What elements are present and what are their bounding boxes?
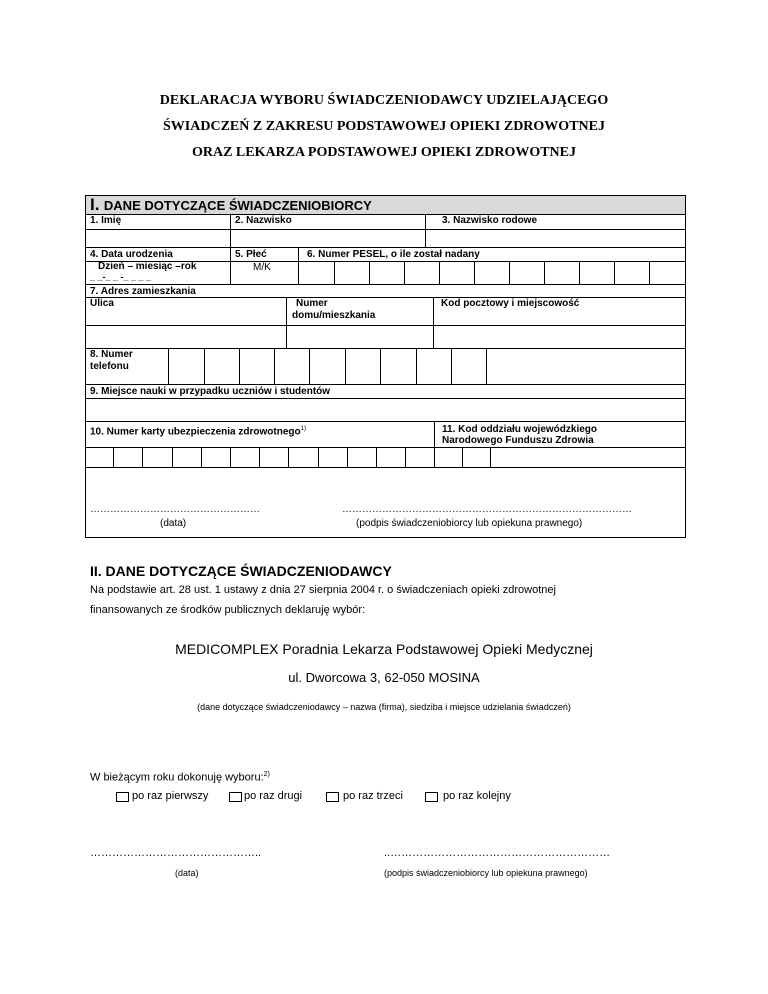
option-first-checkbox[interactable]	[116, 792, 129, 802]
footnote-2-marker: 2)	[263, 771, 270, 778]
sex-format: M/K	[253, 262, 271, 273]
family-name-label: 3. Nazwisko rodowe	[442, 215, 538, 226]
address-label: 7. Adres zamieszkania	[90, 286, 196, 297]
nfz-branch-label-line-1: 11. Kod oddziału wojewódzkiego	[442, 424, 598, 435]
option-second-checkbox[interactable]	[229, 792, 242, 802]
legal-basis-line-1: Na podstawie art. 28 ust. 1 ustawy z dnia 27 sierpnia 2004 r. o świadczeniach opieki zdrowotnej	[90, 584, 556, 596]
phone-label-line-2: telefonu	[90, 361, 129, 372]
form-title-line-2: ŚWIADCZEŃ Z ZAKRESU PODSTAWOWEJ OPIEKI ZDROWOTNEJ	[163, 119, 605, 134]
option-first-label: po raz pierwszy	[132, 790, 209, 802]
date-caption: (data)	[160, 518, 187, 529]
option-next-checkbox[interactable]	[425, 792, 438, 802]
street-label: Ulica	[90, 298, 114, 309]
sex-label: 5. Płeć	[235, 249, 267, 260]
date-line-2: ………………………………………..	[90, 847, 262, 859]
choice-intro-text: W bieżącym roku dokonuję wyboru:	[90, 771, 264, 784]
house-number-label-line-2: domu/mieszkania	[292, 310, 376, 321]
signature-caption: (podpis świadczeniobiorcy lub opiekuna prawnego)	[356, 518, 583, 529]
form-title-line-3: ORAZ LEKARZA PODSTAWOWEJ OPIEKI ZDROWOTNEJ	[191, 145, 577, 160]
option-third-checkbox[interactable]	[326, 792, 339, 802]
option-second-label: po raz drugi	[244, 790, 303, 802]
signature-line-2: ..……………………………………………………	[384, 847, 611, 859]
birth-date-format: Dzień – miesiąc –rok	[98, 261, 197, 272]
insurance-card-label-text: 10. Numer karty ubezpieczenia zdrowotnego	[90, 426, 301, 438]
legal-basis-line-2: finansowanych ze środków publicznych deklaruję wybór:	[90, 604, 366, 616]
provider-note: (dane dotyczące świadczeniodawcy – nazwa (firma), siedziba i miejsce udzielania świadczeń)	[197, 702, 571, 712]
postal-code-city-label: Kod pocztowy i miejscowość	[441, 298, 580, 309]
option-next-label: po raz kolejny	[443, 790, 511, 802]
choice-intro	[90, 771, 270, 784]
section-2-title: II. DANE DOTYCZĄCE ŚWIADCZENIODAWCY	[90, 563, 392, 579]
last-name-label: 2. Nazwisko	[235, 215, 292, 226]
signature-line: ……………………………………………………………………………	[342, 504, 632, 515]
section-1-roman: I.	[90, 195, 100, 214]
phone-label-line-1: 8. Numer	[90, 349, 133, 360]
signature-caption-2: (podpis świadczeniobiorcy lub opiekuna prawnego)	[384, 868, 588, 878]
section-1-title: DANE DOTYCZĄCE ŚWIADCZENIOBIORCY	[103, 198, 372, 213]
insurance-card-label	[90, 424, 306, 437]
form-title-line-1: DEKLARACJA WYBORU ŚWIADCZENIODAWCY UDZIELAJĄCEGO	[159, 93, 609, 108]
nfz-branch-label-line-2: Narodowego Funduszu Zdrowia	[442, 435, 594, 446]
date-caption-2: (data)	[175, 868, 199, 878]
provider-address: ul. Dworcowa 3, 62-050 MOSINA	[288, 670, 480, 685]
school-label: 9. Miejsce nauki w przypadku uczniów i studentów	[90, 386, 331, 397]
footnote-1-marker: 1)	[300, 426, 306, 432]
pesel-label: 6. Numer PESEL, o ile został nadany	[307, 249, 480, 260]
birth-date-dashes: _ _-_ _ -_ _ _ _	[90, 272, 152, 282]
house-number-label-line-1: Numer	[296, 298, 328, 309]
provider-name: MEDICOMPLEX Poradnia Lekarza Podstawowej Opieki Medycznej	[175, 641, 593, 657]
date-signature-line: ……………………………………………	[90, 504, 260, 515]
first-name-label: 1. Imię	[90, 215, 122, 226]
birth-date-label: 4. Data urodzenia	[90, 249, 173, 260]
option-third-label: po raz trzeci	[343, 790, 403, 802]
